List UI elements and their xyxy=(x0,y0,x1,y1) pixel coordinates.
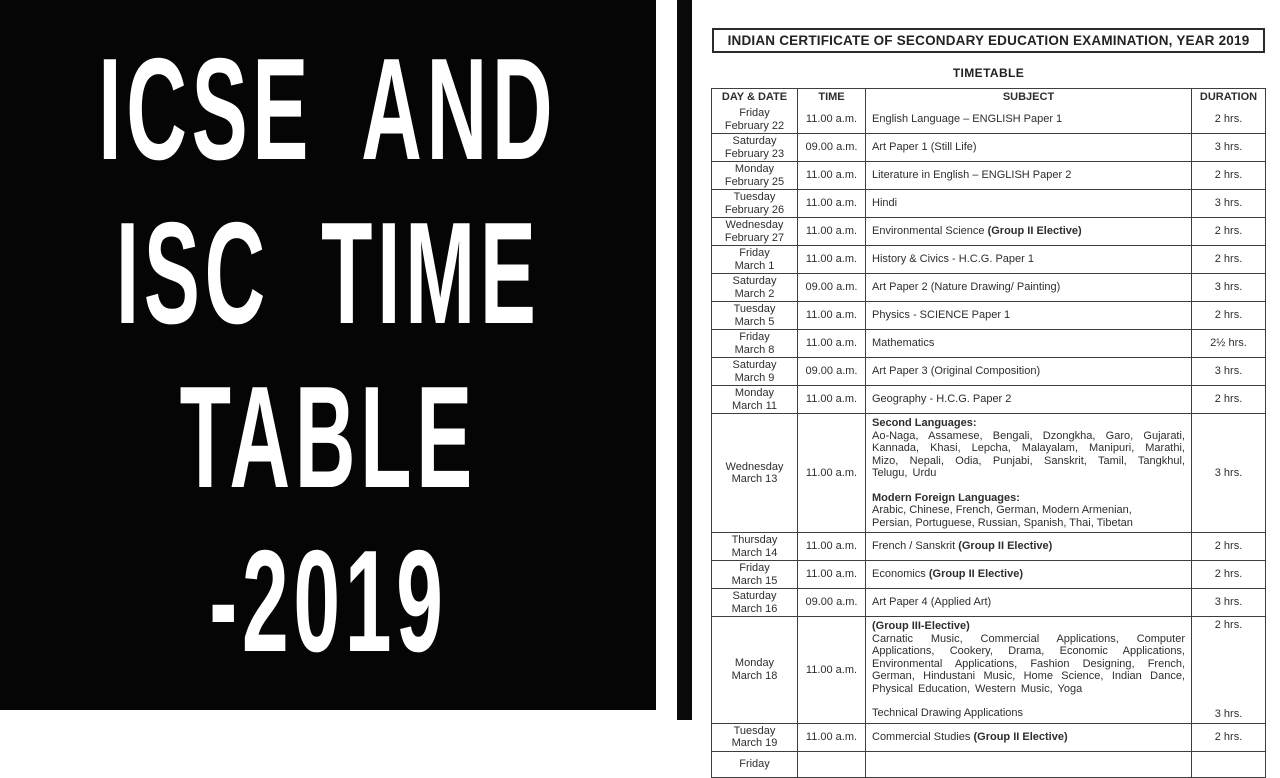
day-name: Saturday xyxy=(732,359,777,371)
subject-line xyxy=(872,309,1185,322)
day-date-cell xyxy=(712,617,797,723)
time-cell: 09.00 a.m. xyxy=(797,358,865,385)
day-name: Tuesday xyxy=(733,724,776,737)
subject-text: Art Paper 2 (Nature Drawing/ Painting) xyxy=(872,281,1061,294)
duration-value: 2 hrs. xyxy=(1214,730,1243,743)
duration-value: 2 hrs. xyxy=(1214,225,1243,238)
duration-cell xyxy=(1191,274,1265,301)
subject-line xyxy=(872,492,1185,505)
day-name: Wednesday xyxy=(725,219,784,231)
column-header-time: TIME xyxy=(797,89,865,106)
duration-cell xyxy=(1191,561,1265,588)
table-row xyxy=(712,357,1265,385)
subject-line xyxy=(872,141,1185,154)
day-date: February 26 xyxy=(724,203,785,216)
day-date-cell xyxy=(712,330,797,357)
time-cell: 11.00 a.m. xyxy=(797,724,865,751)
day-date: March 9 xyxy=(734,371,775,384)
time-cell: 11.00 a.m. xyxy=(797,414,865,532)
day-date-cell xyxy=(712,274,797,301)
subject-text: Ao-Naga, Assamese, Bengali, Dzongkha, Garo, Gujarati, Kannada, Khasi, Lepcha, Malayalam, Manipuri, Marathi, Mizo, Nepali, Odia, Punjabi, Sanskrit, Tamil, Tangkhul, Telugu, Urdu xyxy=(872,429,1185,479)
subject-cell xyxy=(865,533,1191,560)
day-date: February 25 xyxy=(724,175,785,188)
day-date: February 22 xyxy=(724,119,785,132)
subject-line xyxy=(872,225,1185,238)
subject-line xyxy=(872,253,1185,266)
day-date: February 23 xyxy=(724,147,785,160)
subject-line xyxy=(872,197,1185,210)
time-cell: 11.00 a.m. xyxy=(797,190,865,217)
time-cell: 11.00 a.m. xyxy=(797,330,865,357)
day-date-cell xyxy=(712,134,797,161)
day-date-cell xyxy=(712,190,797,217)
duration-value: 3 hrs. xyxy=(1214,708,1243,720)
duration-cell xyxy=(1191,533,1265,560)
duration-value: 2 hrs. xyxy=(1214,540,1243,553)
duration-cell xyxy=(1191,246,1265,273)
day-name: Monday xyxy=(734,657,775,670)
day-date-cell xyxy=(712,162,797,189)
time-cell: 11.00 a.m. xyxy=(797,246,865,273)
day-date: March 11 xyxy=(731,399,778,412)
subject-text: English Language – ENGLISH Paper 1 xyxy=(872,113,1063,126)
duration-value: 2 hrs. xyxy=(1214,253,1243,266)
day-date-cell xyxy=(712,218,797,245)
day-name: Friday xyxy=(739,107,770,119)
day-date-cell xyxy=(712,386,797,413)
subject-cell xyxy=(865,162,1191,189)
time-cell xyxy=(797,752,865,778)
table-row xyxy=(712,532,1265,560)
subject-line xyxy=(872,596,1185,609)
table-row xyxy=(712,616,1265,723)
duration-cell xyxy=(1191,106,1265,133)
subject-cell xyxy=(865,414,1191,532)
subject-text: Art Paper 4 (Applied Art) xyxy=(872,596,992,609)
table-row xyxy=(712,560,1265,588)
day-name: Tuesday xyxy=(733,303,776,315)
duration-cell xyxy=(1191,414,1265,532)
day-name: Friday xyxy=(739,562,770,574)
subject-text: Second Languages: xyxy=(872,417,977,429)
day-date: March 18 xyxy=(731,669,778,682)
time-cell: 09.00 a.m. xyxy=(797,274,865,301)
timetable-document xyxy=(692,0,1280,770)
day-name: Monday xyxy=(734,387,775,399)
subject-cell xyxy=(865,589,1191,616)
subject-text: (Group II Elective) xyxy=(987,225,1082,238)
column-header-day-date: DAY & DATE xyxy=(721,91,788,104)
day-name: Friday xyxy=(739,247,770,259)
subject-cell xyxy=(865,617,1191,723)
day-date-cell xyxy=(712,414,797,532)
time-cell: 11.00 a.m. xyxy=(797,162,865,189)
duration-cell xyxy=(1191,302,1265,329)
table-row xyxy=(712,329,1265,357)
duration-value: 3 hrs. xyxy=(1214,141,1243,154)
time-cell: 11.00 a.m. xyxy=(797,218,865,245)
subject-cell xyxy=(865,358,1191,385)
day-date-cell xyxy=(712,246,797,273)
day-name: Friday xyxy=(739,758,770,770)
duration-value: 2 hrs. xyxy=(1214,393,1243,406)
subject-cell xyxy=(865,134,1191,161)
table-row xyxy=(712,273,1265,301)
day-name: Tuesday xyxy=(733,191,776,203)
subject-text: French / Sanskrit xyxy=(872,540,959,553)
subject-text: Literature in English – ENGLISH Paper 2 xyxy=(872,169,1072,182)
subject-text: Economics xyxy=(872,568,929,581)
table-row xyxy=(712,106,1265,133)
duration-cell xyxy=(1191,190,1265,217)
duration-value: 2 hrs. xyxy=(1214,619,1243,631)
subject-line xyxy=(872,620,1185,633)
table-row xyxy=(712,301,1265,329)
column-header-duration: DURATION xyxy=(1191,89,1265,106)
column-header-subject: SUBJECT xyxy=(865,89,1191,106)
timetable-heading: TIMETABLE xyxy=(952,66,1025,80)
duration-cell xyxy=(1191,589,1265,616)
subject-text: Environmental Science xyxy=(872,225,988,238)
duration-value: 3 hrs. xyxy=(1214,596,1243,609)
time-cell: 09.00 a.m. xyxy=(797,589,865,616)
time-cell: 11.00 a.m. xyxy=(797,106,865,133)
duration-value: 2½ hrs. xyxy=(1210,337,1247,350)
day-date-cell xyxy=(712,589,797,616)
duration-cell xyxy=(1191,724,1265,751)
day-date: March 5 xyxy=(734,315,775,328)
table-row xyxy=(712,751,1265,778)
duration-cell xyxy=(1191,162,1265,189)
time-cell: 11.00 a.m. xyxy=(797,617,865,723)
subject-text: (Group III-Elective) xyxy=(872,620,970,632)
table-row xyxy=(712,245,1265,273)
day-date: March 16 xyxy=(731,602,778,615)
day-date-cell xyxy=(712,106,797,133)
subject-text: Persian, Portuguese, Russian, Spanish, Thai, Tibetan xyxy=(872,516,1133,529)
day-name: Friday xyxy=(739,331,770,343)
subject-text: Hindi xyxy=(872,197,898,210)
video-title-panel xyxy=(0,0,656,710)
day-date: March 15 xyxy=(731,574,778,587)
subject-line xyxy=(872,365,1185,378)
day-date: March 13 xyxy=(731,473,778,485)
subject-text: Technical Drawing Applications xyxy=(872,707,1024,719)
subject-text: (Group II Elective) xyxy=(928,568,1023,581)
subject-cell xyxy=(865,752,1191,778)
day-name: Wednesday xyxy=(725,460,784,473)
table-row xyxy=(712,133,1265,161)
subject-text: Arabic, Chinese, French, German, Modern Armenian, xyxy=(872,504,1132,516)
subject-cell xyxy=(865,190,1191,217)
timetable-body xyxy=(712,106,1265,777)
day-date-cell xyxy=(712,561,797,588)
day-name: Saturday xyxy=(732,135,777,147)
table-row xyxy=(712,723,1265,751)
table-row xyxy=(712,413,1265,532)
subject-text: Physics - SCIENCE Paper 1 xyxy=(872,309,1011,322)
subject-cell xyxy=(865,386,1191,413)
timetable xyxy=(711,88,1266,778)
subject-line xyxy=(872,393,1185,406)
title-line-1: ICSE AND xyxy=(98,28,558,190)
title-line-2: ISC TIME xyxy=(115,192,541,354)
day-date-cell xyxy=(712,533,797,560)
day-name: Monday xyxy=(734,163,775,175)
duration-value: 3 hrs. xyxy=(1214,365,1243,378)
duration-value: 2 hrs. xyxy=(1214,568,1243,581)
duration-cell xyxy=(1191,617,1265,723)
table-row xyxy=(712,161,1265,189)
time-cell: 11.00 a.m. xyxy=(797,386,865,413)
subject-cell xyxy=(865,218,1191,245)
subject-line xyxy=(872,169,1185,182)
subject-line xyxy=(872,281,1185,294)
day-name: Saturday xyxy=(732,590,777,602)
day-date: March 19 xyxy=(731,737,778,749)
subject-text: Commercial Studies xyxy=(872,730,974,743)
exam-board-title: INDIAN CERTIFICATE OF SECONDARY EDUCATION EXAMINATION, YEAR 2019 xyxy=(727,33,1250,48)
subject-text: Mathematics xyxy=(872,337,935,350)
subject-text: Carnatic Music, Commercial Applications, Computer Applications, Cookery, Drama, Economic Applications, Environmental Applications, Fashion Designing, French, German, Hindustani Music, Home Science, Indian Dance, Physical Education, Western Music, Yoga xyxy=(872,632,1185,695)
day-date: March 8 xyxy=(734,343,775,356)
subject-cell xyxy=(865,246,1191,273)
table-row xyxy=(712,189,1265,217)
subject-line xyxy=(872,480,1185,492)
day-name: Thursday xyxy=(731,534,778,546)
duration-value: 3 hrs. xyxy=(1214,281,1243,294)
subject-line xyxy=(872,430,1185,480)
subject-text: History & Civics - H.C.G. Paper 1 xyxy=(872,253,1034,266)
duration-value: 2 hrs. xyxy=(1214,113,1243,126)
table-row xyxy=(712,385,1265,413)
day-date: February 27 xyxy=(724,231,785,244)
subject-line xyxy=(872,695,1185,707)
duration-cell xyxy=(1191,358,1265,385)
subject-line xyxy=(872,633,1185,696)
subject-text: Art Paper 3 (Original Composition) xyxy=(872,365,1041,378)
table-row xyxy=(712,217,1265,245)
day-date-cell xyxy=(712,358,797,385)
exam-board-title-box xyxy=(712,28,1265,53)
duration-cell xyxy=(1191,218,1265,245)
day-date-cell xyxy=(712,752,797,778)
subject-line xyxy=(872,113,1185,126)
subject-text: Art Paper 1 (Still Life) xyxy=(872,141,977,154)
day-date: March 2 xyxy=(734,287,775,300)
time-cell: 11.00 a.m. xyxy=(797,561,865,588)
duration-value: 2 hrs. xyxy=(1214,309,1243,322)
subject-line xyxy=(872,504,1185,517)
subject-cell xyxy=(865,274,1191,301)
day-date: March 14 xyxy=(731,546,778,559)
subject-text: (Group II Elective) xyxy=(958,540,1053,553)
title-line-4: -2019 xyxy=(208,520,448,682)
day-date-cell xyxy=(712,724,797,751)
subject-cell xyxy=(865,561,1191,588)
subject-text: Modern Foreign Languages: xyxy=(872,491,1020,504)
subject-line xyxy=(872,540,1185,553)
vertical-divider-bar xyxy=(677,0,692,720)
day-date: March 1 xyxy=(734,259,775,272)
table-header-row xyxy=(712,89,1265,106)
subject-cell xyxy=(865,106,1191,133)
subject-line xyxy=(872,337,1185,350)
subject-text: (Group II Elective) xyxy=(973,730,1068,743)
subject-line xyxy=(872,707,1185,720)
duration-value: 3 hrs. xyxy=(1214,466,1243,479)
duration-value: 3 hrs. xyxy=(1214,197,1243,210)
subject-cell xyxy=(865,302,1191,329)
subject-cell xyxy=(865,330,1191,357)
duration-cell xyxy=(1191,386,1265,413)
duration-cell xyxy=(1191,752,1265,778)
title-line-3: TABLE xyxy=(179,356,477,518)
subject-text: Geography - H.C.G. Paper 2 xyxy=(872,393,1012,406)
subject-cell xyxy=(865,724,1191,751)
time-cell: 11.00 a.m. xyxy=(797,533,865,560)
duration-cell xyxy=(1191,330,1265,357)
subject-line xyxy=(872,568,1185,581)
day-name: Saturday xyxy=(732,275,777,287)
time-cell: 11.00 a.m. xyxy=(797,302,865,329)
duration-value: 2 hrs. xyxy=(1214,169,1243,182)
subject-line xyxy=(872,731,1185,744)
duration-cell xyxy=(1191,134,1265,161)
time-cell: 09.00 a.m. xyxy=(797,134,865,161)
subject-line xyxy=(872,517,1185,530)
subject-line xyxy=(872,417,1185,430)
day-date-cell xyxy=(712,302,797,329)
table-row xyxy=(712,588,1265,616)
